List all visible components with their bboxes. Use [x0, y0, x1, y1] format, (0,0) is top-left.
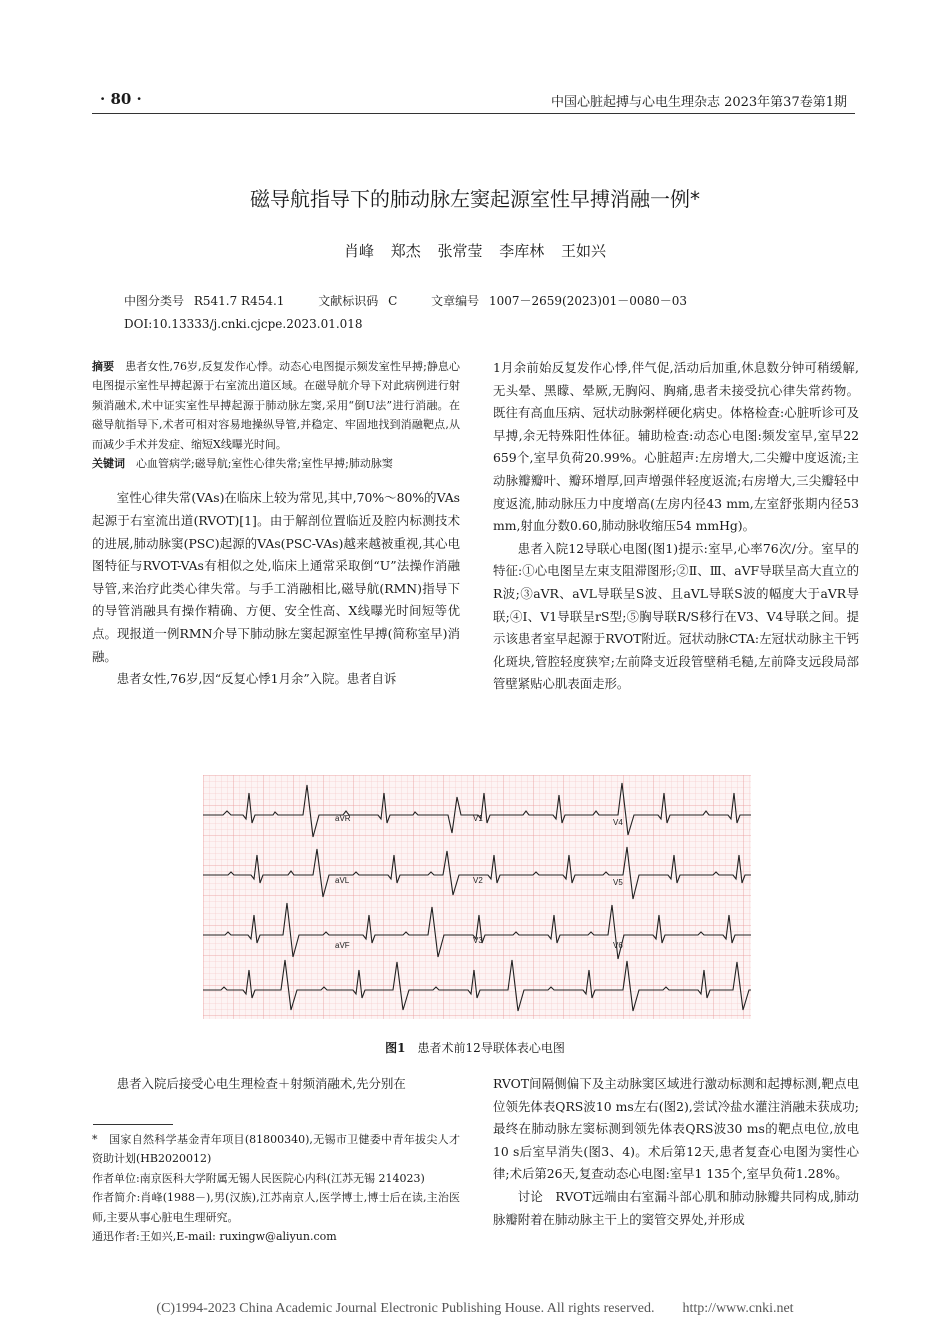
footnote-correspondence: 通迅作者:王如兴,E-mail: ruxingw@aliyun.com — [92, 1230, 337, 1244]
footnote-funding: * 国家自然科学基金青年项目(81800340),无锡市卫健委中青年拔尖人才资助计划(HB2020012) — [92, 1133, 460, 1166]
procedure-paragraph-start: 患者入院后接受心电生理检查＋射频消融术,先分别在 — [116, 1076, 406, 1091]
page-number: · 80 · — [100, 90, 142, 108]
keywords-label: 关键词 — [92, 457, 125, 471]
article-title: 磁导航指导下的肺动脉左窦起源室性早搏消融一例* — [250, 187, 700, 211]
lead-label-v1: V1 — [473, 814, 483, 823]
figure-caption-text: 患者术前12导联体表心电图 — [417, 1041, 565, 1055]
lead-label-avf: aVF — [335, 941, 350, 950]
lead-label-v6: V6 — [613, 941, 623, 950]
journal-header: 中国心脏起搏与心电生理杂志 2023年第37卷第1期 — [550, 95, 847, 110]
procedure-paragraph-cont: RVOT间隔侧偏下及主动脉窦区域进行激动标测和起搏标测,靶点电位领先体表QRS波10 ms左右(图2),尝试冷盐水灌注消融未获成功;最终在肺动脉左窦标测到领先体表QRS波30 ms的靶点电位,放电10 s后室早消失(图3、4)。术后第12天,患者复查心电图为窦性心律;术后第26天,复查动态心电图:室早1 135个,室早负荷1.28%。 — [493, 1076, 859, 1182]
ecg-paragraph: 患者入院12导联心电图(图1)提示:室早,心率76次/分。室早的特征:①心电图呈左束支阻滞图形;②Ⅱ、Ⅲ、aVF导联呈高大直立的R波;③aVR、aVL导联呈S波、且aVL导联S波的幅度大于aVR导联;④Ⅰ、V1导联呈rS型;⑤胸导联R/S移行在V3、V4导联之间。提示该患者室早起源于RVOT附近。冠状动脉CTA:左冠状动脉主干钙化斑块,管腔轻度狭窄;左前降支近段管壁稍毛糙,左前降支远段局部管壁紧贴心肌表面走形。 — [493, 540, 859, 692]
ecg-grid — [203, 775, 751, 1019]
keywords-text: 心血管病学;磁导航;室性心律失常;室性早搏;肺动脉窦 — [136, 457, 393, 471]
ecg-figure — [203, 775, 751, 1019]
clc-label: 中图分类号 — [124, 294, 185, 308]
lower-right-column — [493, 1073, 859, 1231]
left-column — [92, 357, 460, 691]
footnote-affiliation: 作者单位:南京医科大学附属无锡人民医院心内科(江苏无锡 214023) — [92, 1171, 425, 1185]
figure-caption — [0, 1039, 950, 1056]
lead-label-v2: V2 — [473, 876, 483, 885]
meta-line — [124, 292, 693, 309]
lead-label-avr: aVR — [335, 814, 351, 823]
doc-label: 文献标识码 — [318, 294, 379, 308]
intro-paragraph: 室性心律失常(VAs)在临床上较为常见,其中,70%～80%的VAs起源于右室流出道(RVOT)[1]。由于解剖位置临近及腔内标测技术的进展,肺动脉窦(PSC)起源的VAs(PSC-VAs)越来越被重视,其心电图特征与RVOT-VAs有相似之处,临床上通常采取倒“U”法操作消融导管,来治疗此类心律失常。与手工消融相比,磁导航(RMN)指导下的导管消融具有操作精确、方便、安全性高、X线曝光时间短等优点。现报道一例RMN介导下肺动脉左窦起源室性早搏(简称室早)消融。 — [92, 490, 460, 664]
discussion-paragraph: 讨论 RVOT远端由右室漏斗部心肌和肺动脉瓣共同构成,肺动脉瓣附着在肺动脉主干上的窦管交界处,并形成 — [493, 1188, 859, 1227]
abstract — [92, 357, 460, 454]
article-value: 1007－2659(2023)01－0080－03 — [488, 294, 688, 308]
lead-label-v4: V4 — [613, 818, 623, 827]
figure-caption-label: 图1 — [385, 1041, 406, 1055]
article-label: 文章编号 — [431, 294, 480, 308]
abstract-label: 摘要 — [92, 360, 115, 373]
case-paragraph-start: 患者女性,76岁,因“反复心悸1月余”入院。患者自诉 — [116, 671, 397, 687]
doc-value: C — [388, 294, 398, 308]
right-column — [493, 357, 859, 696]
copyright-footer: (C)1994-2023 China Academic Journal Electronic Publishing House. All rights reserved. http://www.cnki.net — [156, 1301, 794, 1316]
footnote-rule — [93, 1124, 173, 1125]
header-rule — [92, 113, 855, 114]
abstract-text: 患者女性,76岁,反复发作心悸。动态心电图提示频发室性早搏;静息心电图提示室性早搏起源于右室流出道区域。在磁导航介导下对此病例进行射频消融术,术中证实室性早搏起源于肺动脉左窦,采用“倒U法”进行消融。在磁导航指导下,术者可相对容易地操纵导管,并稳定、牢固地找到消融靶点,从而减少手术并发症、缩短X线曝光时间。 — [92, 360, 461, 451]
lower-left-column — [92, 1073, 460, 1096]
lead-label-v3: V3 — [473, 936, 483, 945]
authors: 肖峰 郑杰 张常莹 李库林 王如兴 — [343, 242, 607, 260]
clc-value: R541.7 R454.1 — [193, 294, 285, 308]
doi: DOI:10.13333/j.cnki.cjcpe.2023.01.018 — [124, 317, 363, 331]
keywords — [92, 454, 460, 473]
lead-label-v5: V5 — [613, 878, 623, 887]
footnote-bio: 作者简介:肖峰(1988－),男(汉族),江苏南京人,医学博士,博士后在读,主治医师,主要从事心脏电生理研究。 — [92, 1191, 460, 1224]
lead-label-avl: aVL — [335, 876, 350, 885]
case-paragraph-cont: 1月余前始反复发作心悸,伴气促,活动后加重,休息数分钟可稍缓解,无头晕、黑矇、晕厥,无胸闷、胸痛,患者未接受抗心律失常药物。既往有高血压病、冠状动脉粥样硬化病史。体格检查:心脏听诊可及早搏,余无特殊阳性体征。辅助检查:动态心电图:频发室早,室早22 659个,室早负荷20.99%。心脏超声:左房增大,二尖瓣中度返流;主动脉瓣瓣叶、瓣环增厚,回声增强伴轻度返流;右房增大,三尖瓣轻中度返流,肺动脉压力中度增高(左房内径43 mm,左室舒张期内径53 mm,射血分数0.60,肺动脉收缩压54 mmHg)。 — [493, 360, 859, 534]
footnotes — [92, 1130, 460, 1246]
